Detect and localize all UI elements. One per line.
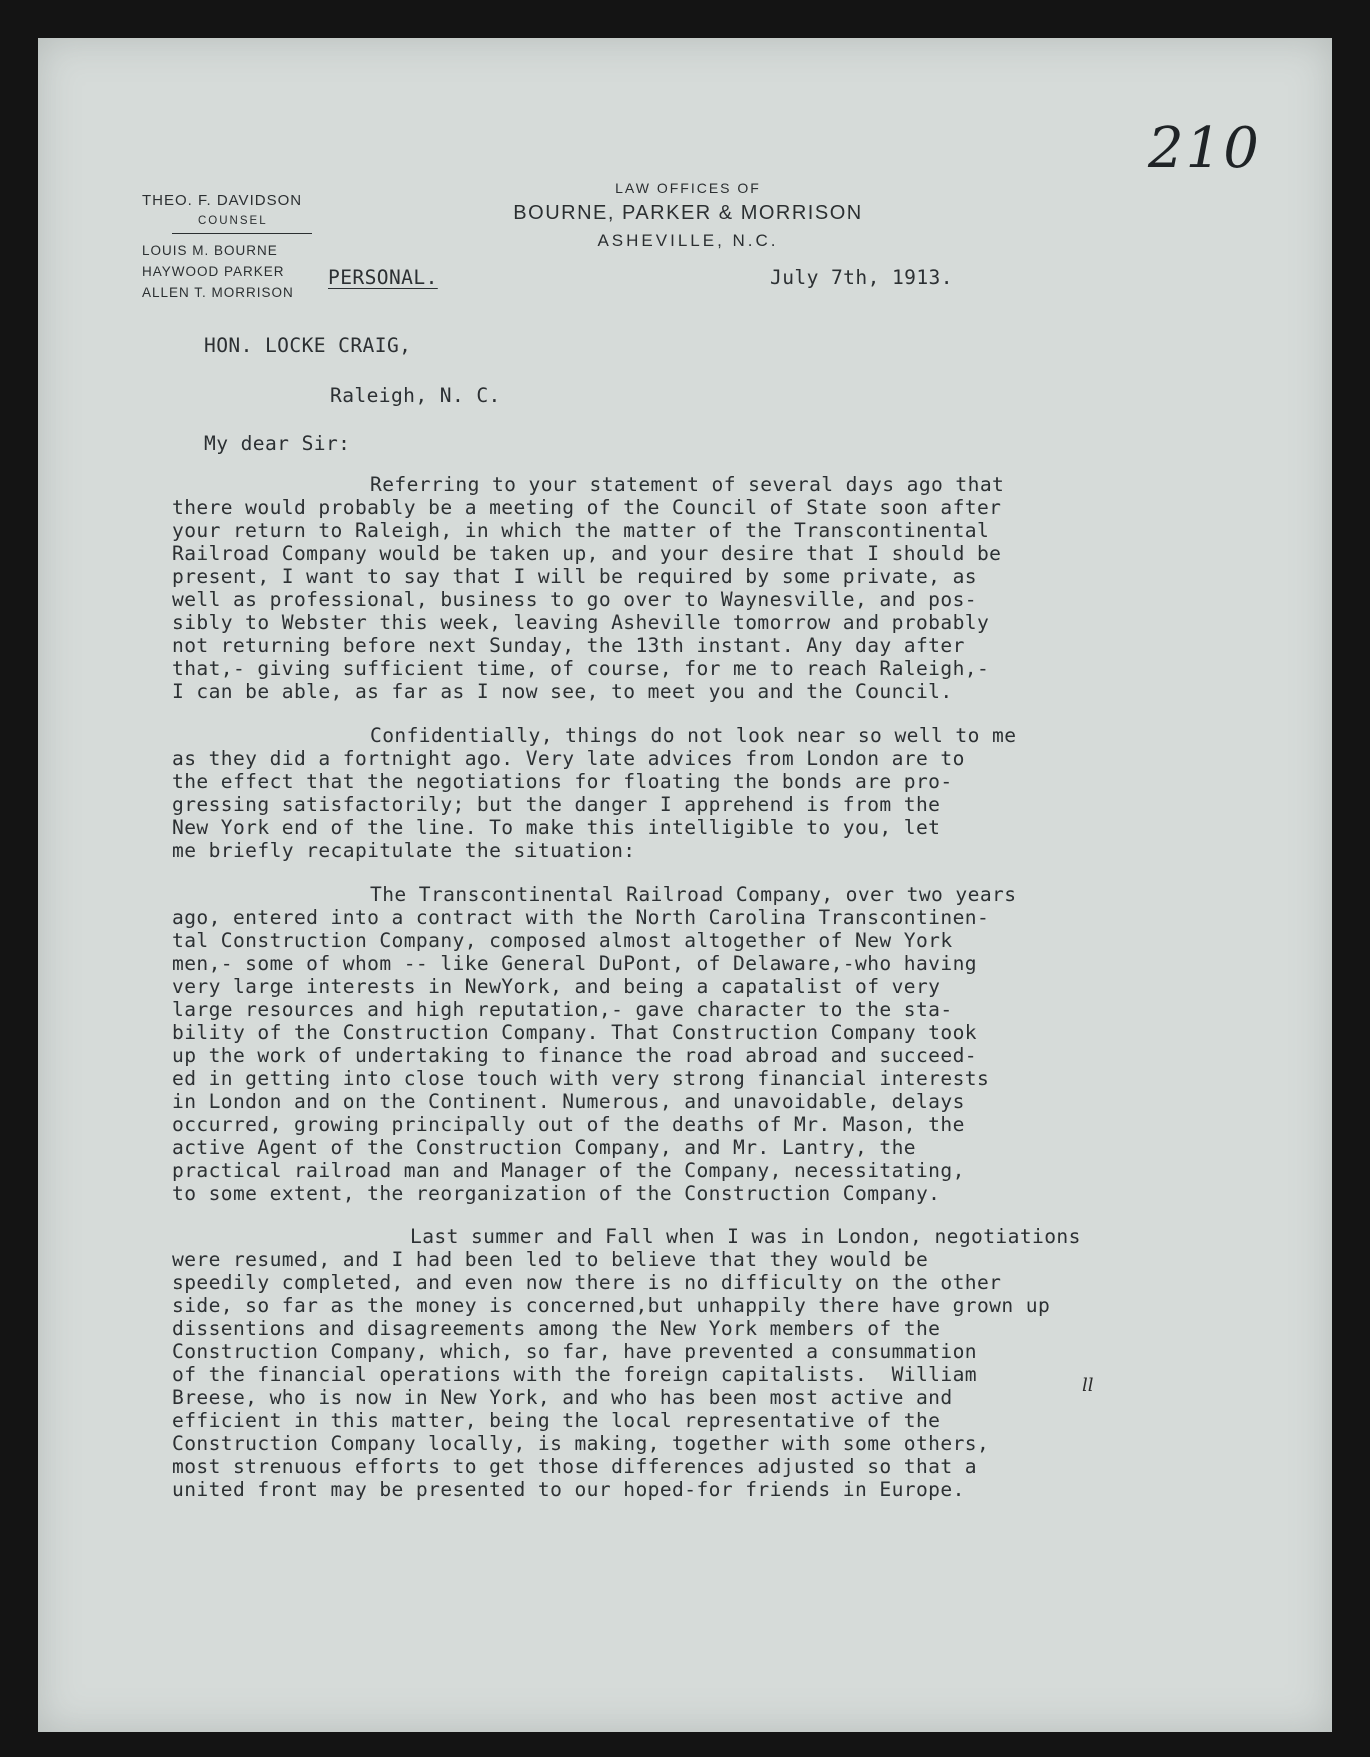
body-line: Railroad Company would be taken up, and your desire that I should be: [172, 542, 1002, 565]
letter-page: [38, 38, 1332, 1732]
body-line: Last summer and Fall when I was in London, negotiations: [410, 1225, 1081, 1248]
body-line: united front may be presented to our hoped-for friends in Europe.: [172, 1478, 965, 1501]
body-line: men,- some of whom -- like General DuPont, of Delaware,-who having: [172, 952, 977, 975]
partner-name: LOUIS M. BOURNE: [142, 243, 278, 258]
body-line: present, I want to say that I will be required by some private, as: [172, 565, 977, 588]
handwritten-page-number: 210: [1148, 116, 1261, 181]
body-line: side, so far as the money is concerned,but unhappily there have grown up: [172, 1294, 1051, 1317]
handwritten-correction: ll: [1082, 1375, 1094, 1396]
body-line: to some extent, the reorganization of the Construction Company.: [172, 1182, 941, 1205]
body-line: efficient in this matter, being the local representative of the: [172, 1409, 941, 1432]
partner-name: HAYWOOD PARKER: [142, 264, 285, 279]
body-line: were resumed, and I had been led to believe that they would be: [172, 1248, 929, 1271]
body-line: very large interests in NewYork, and being a capatalist of very: [172, 975, 941, 998]
body-line: I can be able, as far as I now see, to meet you and the Council.: [172, 680, 953, 703]
partner-name: THEO. F. DAVIDSON: [142, 192, 303, 209]
body-line: Confidentially, things do not look near so well to me: [370, 724, 1017, 747]
body-line: Construction Company, which, so far, have prevented a consummation: [172, 1340, 977, 1363]
body-line: Breese, who is now in New York, and who has been most active and: [172, 1386, 953, 1409]
body-line: most strenuous efforts to get those differences adjusted so that a: [172, 1455, 977, 1478]
body-line: ed in getting into close touch with very strong financial interests: [172, 1067, 990, 1090]
body-line: New York end of the line. To make this intelligible to you, let: [172, 816, 941, 839]
body-line: Construction Company locally, is making, together with some others,: [172, 1432, 990, 1455]
addressee-city: Raleigh, N. C.: [330, 384, 501, 407]
body-line: dissentions and disagreements among the New York members of the: [172, 1317, 941, 1340]
body-line: sibly to Webster this week, leaving Asheville tomorrow and probably: [172, 611, 990, 634]
body-line: practical railroad man and Manager of the Company, necessitating,: [172, 1159, 965, 1182]
salutation: My dear Sir:: [204, 432, 351, 455]
letterhead-line: LAW OFFICES OF: [615, 180, 761, 196]
partner-list: [142, 190, 312, 303]
body-line: there would probably be a meeting of the Council of State soon after: [172, 496, 1002, 519]
body-line: me briefly recapitulate the situation:: [172, 839, 636, 862]
body-line: gressing satisfactorily; but the danger I apprehend is from the: [172, 793, 941, 816]
letterhead: [468, 178, 908, 254]
addressee: HON. LOCKE CRAIG,: [204, 334, 412, 357]
body-line: of the financial operations with the foreign capitalists. William: [172, 1363, 977, 1386]
body-line: ago, entered into a contract with the North Carolina Transcontinen-: [172, 906, 990, 929]
body-line: not returning before next Sunday, the 13th instant. Any day after: [172, 634, 965, 657]
body-line: tal Construction Company, composed almost altogether of New York: [172, 929, 953, 952]
body-line: up the work of undertaking to finance the road abroad and succeed-: [172, 1044, 977, 1067]
body-line: Referring to your statement of several days ago that: [370, 473, 1005, 496]
letter-date: July 7th, 1913.: [770, 266, 953, 289]
body-line: your return to Raleigh, in which the matter of the Transcontinental: [172, 519, 990, 542]
counsel-label: COUNSEL: [198, 215, 268, 227]
partner-name: ALLEN T. MORRISON: [142, 285, 294, 300]
body-line: speedily completed, and even now there is no difficulty on the other: [172, 1271, 1002, 1294]
body-line: bility of the Construction Company. That Construction Company took: [172, 1021, 977, 1044]
divider: [172, 233, 312, 234]
firm-location: ASHEVILLE, N.C.: [597, 231, 779, 250]
personal-label: PERSONAL.: [328, 266, 438, 289]
body-line: the effect that the negotiations for floating the bonds are pro-: [172, 770, 953, 793]
body-line: as they did a fortnight ago. Very late advices from London are to: [172, 747, 965, 770]
body-line: well as professional, business to go over to Waynesville, and pos-: [172, 588, 977, 611]
body-line: occurred, growing principally out of the deaths of Mr. Mason, the: [172, 1113, 965, 1136]
body-line: in London and on the Continent. Numerous, and unavoidable, delays: [172, 1090, 965, 1113]
body-line: active Agent of the Construction Company, and Mr. Lantry, the: [172, 1136, 916, 1159]
firm-name: BOURNE, PARKER & MORRISON: [513, 202, 863, 224]
body-line: large resources and high reputation,- gave character to the sta-: [172, 998, 953, 1021]
body-line: The Transcontinental Railroad Company, over two years: [370, 883, 1017, 906]
body-line: that,- giving sufficient time, of course, for me to reach Raleigh,-: [172, 657, 990, 680]
